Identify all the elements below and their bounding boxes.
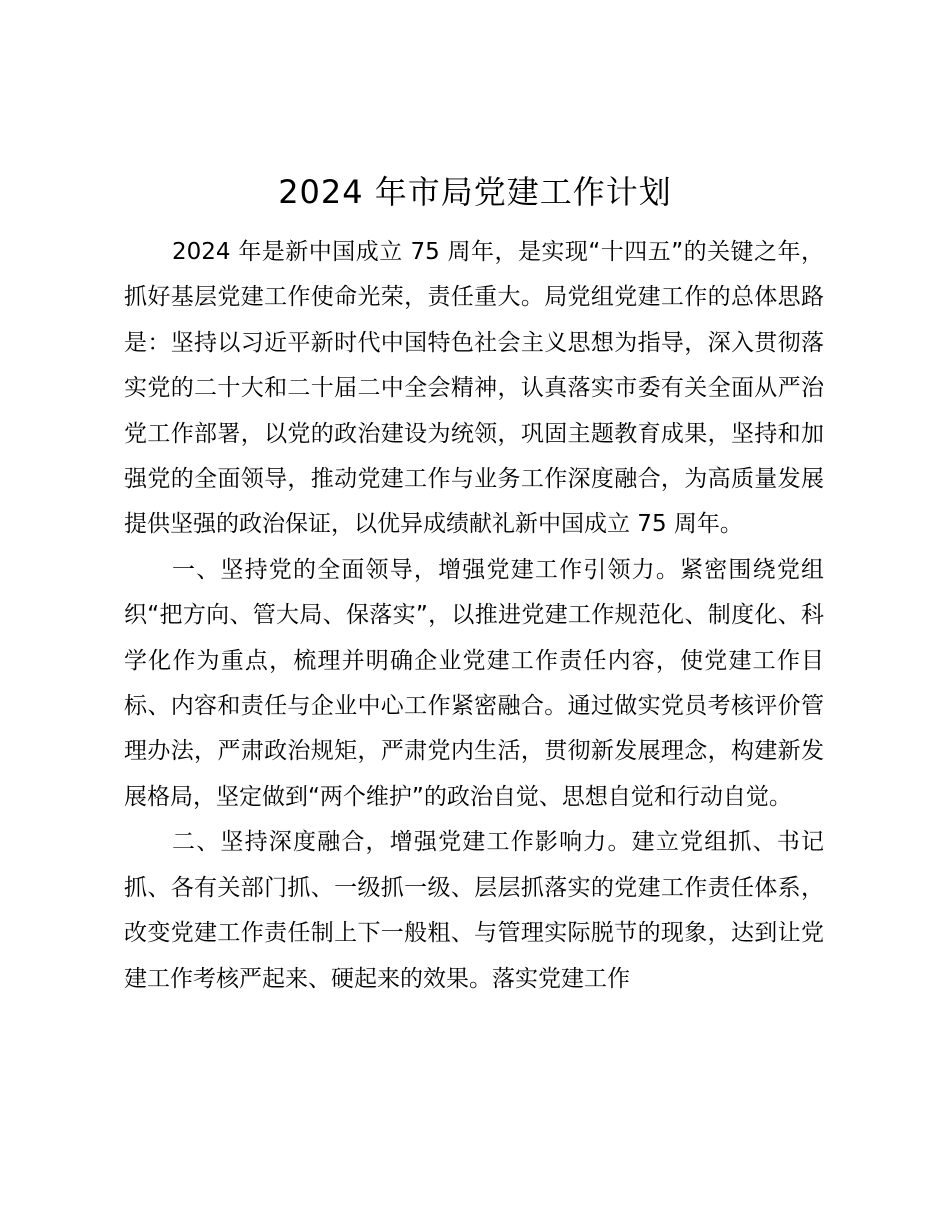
- paragraph-intro: [124, 230, 824, 548]
- paragraph-section-1: [124, 548, 824, 820]
- paragraph-section-2: [124, 820, 824, 1002]
- document-body: [124, 230, 824, 1002]
- section-1-heading: 一、坚持党的全面领导，增强党建工作引领力。: [172, 556, 681, 583]
- paragraph-intro-text: 2024 年是新中国成立 75 周年，是实现“十四五”的关键之年，抓好基层党建工作使命光荣，责任重大。局党组党建工作的总体思路是：坚持以习近平新时代中国特色社会主义思想为指导，深入贯彻落实党的二十大和二十届二中全会精神，认真落实市委有关全面从严治党工作部署，以党的政治建设为统领，巩固主题教育成果，坚持和加强党的全面领导，推动党建工作与业务工作深度融合，为高质量发展提供坚强的政治保证，以优异成绩献礼新中国成立 75 周年。: [124, 239, 824, 538]
- document-title: 2024 年市局党建工作计划: [278, 173, 672, 211]
- section-2-text: 建立党组抓、书记抓、各有关部门抓、一级抓一级、层层抓落实的党建工作责任体系，改变党建工作责任制上下一般粗、与管理实际脱节的现象，达到让党建工作考核严起来、硬起来的效果。落实党建工作: [124, 829, 825, 992]
- section-2-heading: 二、坚持深度融合，增强党建工作影响力。: [172, 829, 632, 856]
- section-1-text: 紧密围绕党组织“把方向、管大局、保落实”，以推进党建工作规范化、制度化、科学化作为重点，梳理并明确企业党建工作责任内容，使党建工作目标、内容和责任与企业中心工作紧密融合。通过做实党员考核评价管理办法，严肃政治规矩，严肃党内生活，贯彻新发展理念，构建新发展格局，坚定做到“两个维护”的政治自觉、思想自觉和行动自觉。: [124, 556, 825, 810]
